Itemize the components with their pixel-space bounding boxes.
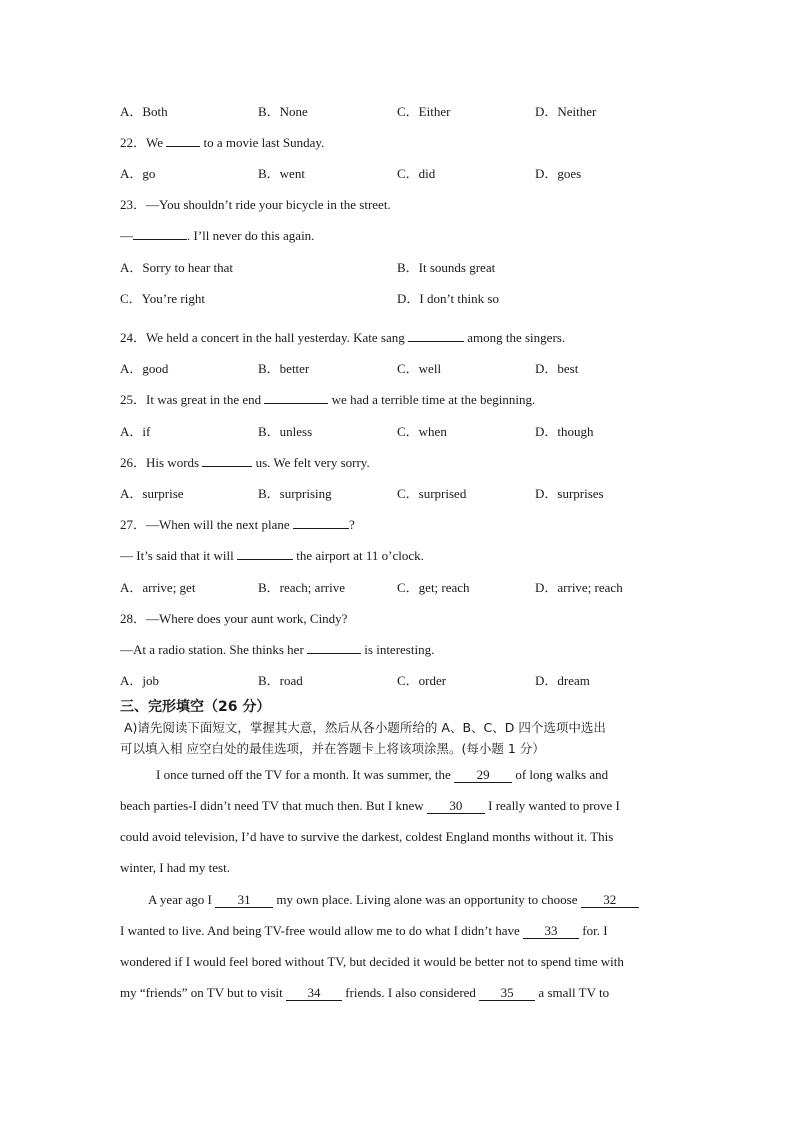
q27-stem: 27．—When will the next plane ? [120,517,355,532]
q21-option-a: A．Both [120,104,168,119]
q25-blank [264,403,328,404]
q27-blank-1 [293,528,349,529]
passage-line: A year ago I 31 my own place. Living alone was an opportunity to choose 32 [148,891,639,909]
q25-option-b: B．unless [258,424,313,439]
q23-option-d: D．I don’t think so [397,291,499,306]
q26-option-d: D．surprises [535,486,604,501]
q22-option-b: B．went [258,166,305,181]
q27-option-a: A．arrive; get [120,580,196,595]
q28-blank [307,653,361,654]
q24-option-a: A．good [120,361,169,376]
q22-blank [166,146,200,147]
q28-option-a: A．job [120,673,160,688]
q26-stem: 26．His words us. We felt very sorry. [120,455,370,470]
q27-option-b: B．reach; arrive [258,580,345,595]
q22-option-d: D．goes [535,166,582,181]
q26-option-b: B．surprising [258,486,332,501]
q26-option-a: A．surprise [120,486,184,501]
q25-option-a: A．if [120,424,151,439]
passage-line: I once turned off the TV for a month. It was summer, the 29 of long walks and [156,767,609,782]
section-instruction-line-2: 可以填入相 应空白处的最佳选项，并在答题卡上将该项涂黑。(每小题 1 分） [120,741,545,756]
q22-option-c: C．did [397,166,436,181]
q27-option-c: C．get; reach [397,580,470,595]
blank-29: 29 [454,768,512,783]
q23-reply: — . I’ll never do this again. [120,228,315,243]
q28-option-d: D．dream [535,673,590,688]
q25-option-c: C．when [397,424,447,439]
q23-option-c: C．You’re right [120,291,205,306]
passage-line: could avoid television, I’d have to survive the darkest, coldest England months without it. This [120,829,614,844]
q28-option-c: C．order [397,673,447,688]
q25-option-d: D．though [535,424,594,439]
section-title: 三、完形填空（26 分） [120,699,271,715]
blank-34: 34 [286,986,342,1001]
q22-stem: 22．We to a movie last Sunday. [120,135,325,150]
q28-reply: —At a radio station. She thinks her is interesting. [120,642,435,657]
passage-line: wondered if I would feel bored without TV, but decided it would be better not to spend time with [120,954,624,969]
q21-option-b: B．None [258,104,308,119]
q27-reply: — It’s said that it will the airport at 11 o’clock. [120,548,424,563]
passage-line: my “friends” on TV but to visit 34 friends. I also considered 35 a small TV to [120,985,610,1000]
q24-option-b: B．better [258,361,310,376]
q23-blank [133,239,187,240]
q25-stem: 25．It was great in the end we had a terrible time at the beginning. [120,392,536,407]
q28-option-b: B．road [258,673,303,688]
blank-32: 32 [581,893,639,908]
q27-option-d: D．arrive; reach [535,580,623,595]
blank-33: 33 [523,924,579,939]
q22-option-a: A．go [120,166,156,181]
section-instruction-line-1: A)请先阅读下面短文，掌握其大意，然后从各小题所给的 A、B、C、D 四个选项中选出 [124,720,606,735]
q26-option-c: C．surprised [397,486,467,501]
blank-31: 31 [215,893,273,908]
q24-option-d: D．best [535,361,579,376]
q24-option-c: C．well [397,361,442,376]
q23-option-b: B．It sounds great [397,260,496,275]
q21-option-c: C．Either [397,104,451,119]
blank-30: 30 [427,799,485,814]
passage-line: beach parties-I didn’t need TV that much then. But I knew 30 I really wanted to prove I [120,798,620,813]
q24-blank [408,341,464,342]
q26-blank [202,466,252,467]
q28-stem: 28．—Where does your aunt work, Cindy? [120,611,348,626]
q27-blank-2 [237,559,293,560]
passage-line: I wanted to live. And being TV-free would allow me to do what I didn’t have 33 for. I [120,923,608,938]
q23-stem: 23．—You shouldn’t ride your bicycle in the street. [120,197,391,212]
q21-option-d: D．Neither [535,104,597,119]
q23-option-a: A．Sorry to hear that [120,260,234,275]
passage-line: winter, I had my test. [120,860,230,875]
blank-35: 35 [479,986,535,1001]
q24-stem: 24．We held a concert in the hall yesterday. Kate sang among the singers. [120,330,566,345]
